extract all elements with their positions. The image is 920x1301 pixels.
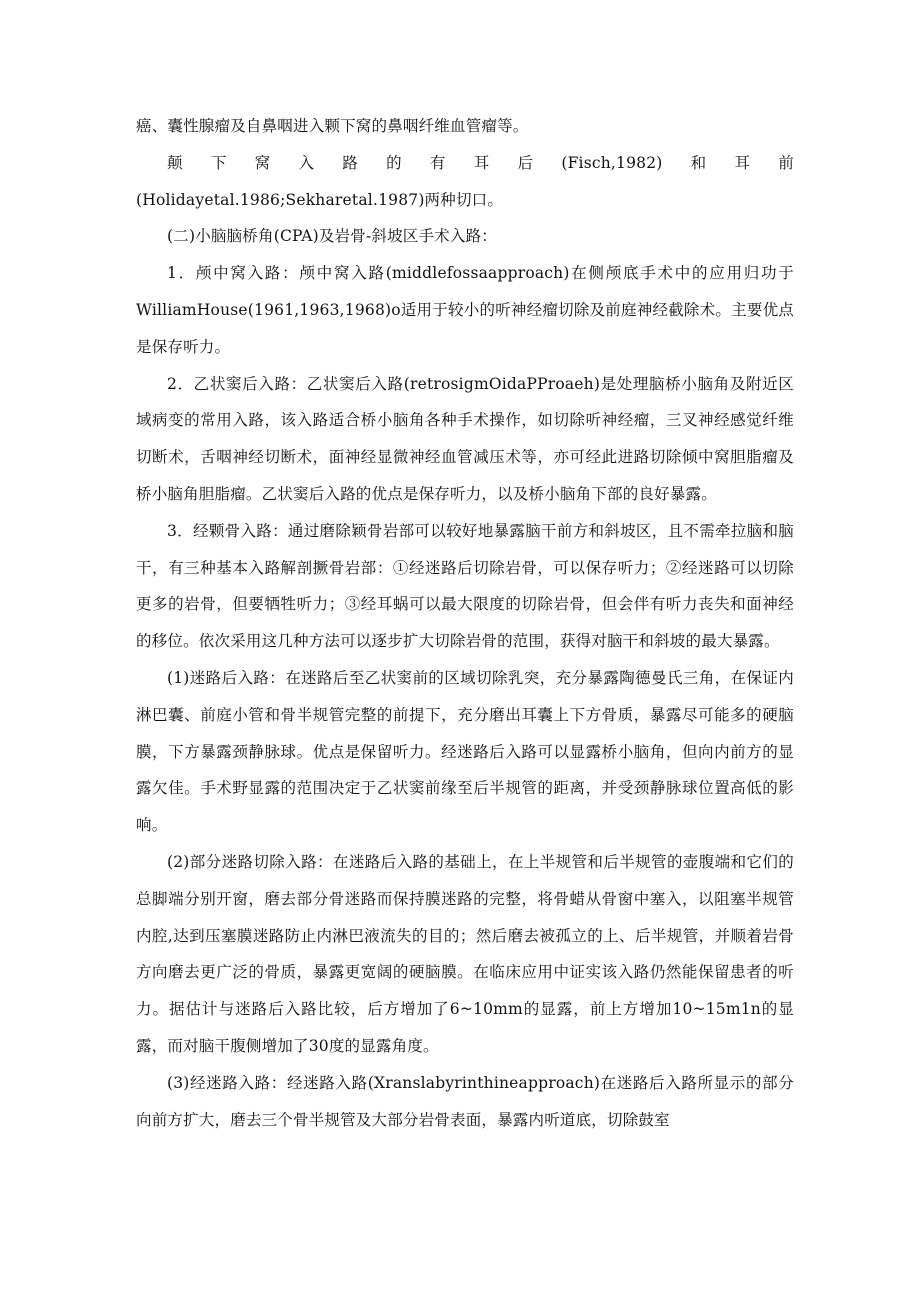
paragraph-translabyrinthine: (3)经迷路入路：经迷路入路(Xranslabyrinthineapproach)在迷路后入路所显示的部分向前方扩大，磨去三个骨半规管及大部分岩骨表面，暴露内听道底，切除鼓室 bbox=[136, 1073, 794, 1129]
paragraph-partial-labyrinthectomy: (2)部分迷路切除入路：在迷路后入路的基础上，在上半规管和后半规管的壶腹端和它们的总脚端分别开窗，磨去部分骨迷路而保持膜迷路的完整，将骨蜡从骨窗中塞入，以阻塞半规管内腔,达到压塞膜迷路防止内淋巴液流失的目的；然后磨去被孤立的上、后半规管，并顺着岩骨方向磨去更广泛的骨质，暴露更宽阔的硬脑膜。在临床应用中证实该入路仍然能保留患者的听力。据估计与迷路后入路比较，后方增加了6~10mm的显露，前上方增加10~15m1n的显露，而对脑干腹侧增加了30度的显露角度。 bbox=[136, 852, 794, 1055]
paragraph-retrolabyrinthine: (1)迷路后入路：在迷路后至乙状窦前的区域切除乳突，充分暴露陶德曼氏三角，在保证内淋巴囊、前庭小管和骨半规管完整的前提下，充分磨出耳囊上下方骨质，暴露尽可能多的硬脑膜，下方暴露颈静脉球。优点是保留听力。经迷路后入路可以显露桥小脑角，但向内前方的显露欠佳。手术野显露的范围决定于乙状窦前缘至后半规管的距离，并受颈静脉球位置高低的影响。 bbox=[136, 668, 794, 835]
document-page bbox=[136, 108, 794, 1138]
paragraph-2-line-1: 颠 下 窝 入 路 的 有 耳 后 (Fisch,1982) 和 耳 前 bbox=[167, 153, 794, 172]
paragraph-transtemporal: 3．经颗骨入路：通过磨除颖骨岩部可以较好地暴露脑干前方和斜坡区，且不需牵拉脑和脑干，有三种基本入路解剖撅骨岩部：①经迷路后切除岩骨，可以保存听力；②经迷路可以切除更多的岩骨，但要牺牲听力；③经耳蜗可以最大限度的切除岩骨，但会伴有听力丧失和面神经的移位。依次采用这几种方法可以逐步扩大切除岩骨的范围，获得对脑干和斜坡的最大暴露。 bbox=[136, 521, 794, 651]
paragraph-retrosigmoid: 2．乙状窦后入路：乙状窦后入路(retrosigmOidaPProaeh)是处理脑桥小脑角及附近区域病变的常用入路，该入路适合桥小脑角各种手术操作，如切除听神经瘤，三叉神经感觉纤维切断术，舌咽神经切断术，面神经显微神经血管减压术等，亦可经此进路切除倾中窝胆脂瘤及桥小脑角胆脂瘤。乙状窦后入路的优点是保存听力，以及桥小脑角下部的良好暴露。 bbox=[136, 374, 794, 503]
section-heading-cpa: (二)小脑脑桥角(CPA)及岩骨-斜坡区手术入路： bbox=[167, 227, 497, 246]
paragraph-1: 癌、囊性腺瘤及自鼻咽进入颗下窝的鼻咽纤维血管瘤等。 bbox=[136, 117, 529, 135]
paragraph-middle-fossa: 1．颅中窝入路：颅中窝入路(middlefossaapproach)在侧颅底手术中的应用归功于WilliamHouse(1961,1963,1968)o适用于较小的听神经瘤切除及前庭神经截除术。主要优点是保存听力。 bbox=[136, 264, 794, 356]
paragraph-2-line-2: (Holidayetal.1986;Sekharetal.1987)两种切口。 bbox=[136, 190, 504, 209]
